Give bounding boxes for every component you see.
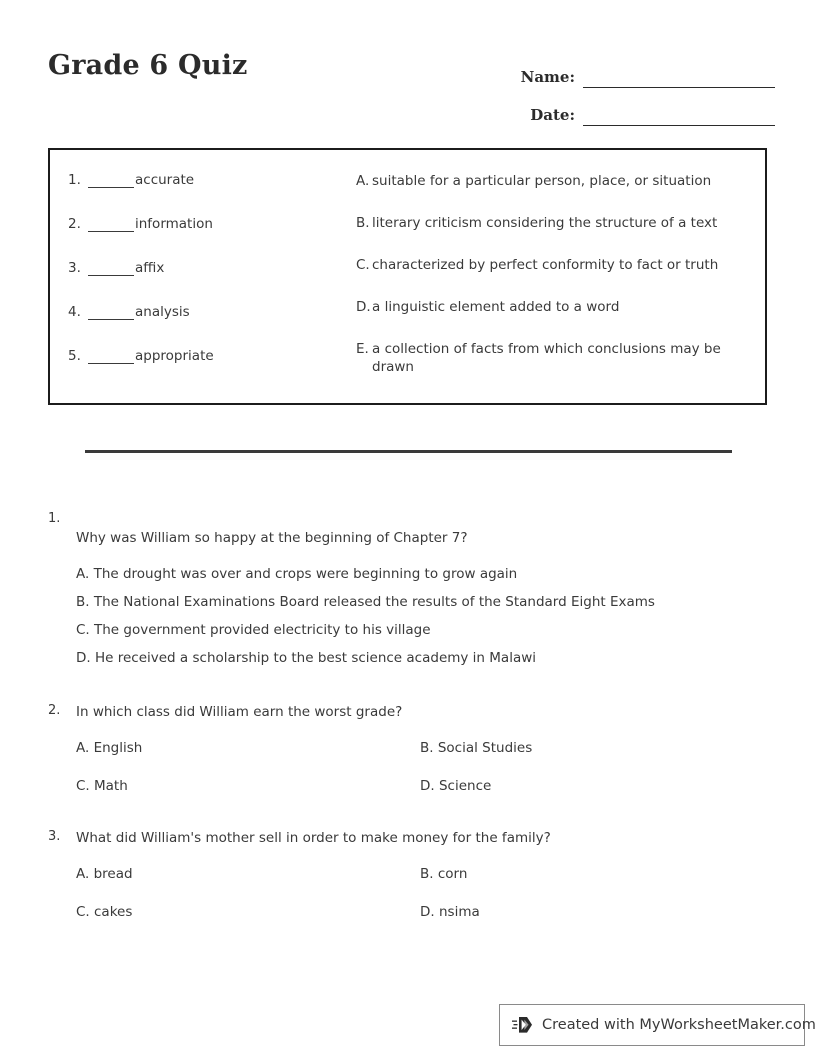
term-answer-blank[interactable] [88,304,134,320]
matching-term-row [68,260,358,304]
choice-option[interactable]: D. Science [420,778,492,794]
choice-option[interactable]: A. The drought was over and crops were beginning to grow again [76,566,518,582]
definition-letter: A. [356,173,370,189]
question-item [0,829,816,921]
definition-text: literary criticism considering the structure of a text [372,215,718,231]
matching-definition-row [356,172,748,190]
definition-text: a collection of facts from which conclusions may be drawn [372,341,721,375]
name-row [495,50,775,88]
term-answer-blank[interactable] [88,260,134,276]
name-label: Name: [520,68,575,86]
choice-option[interactable]: D. nsima [420,904,480,920]
term-word: affix [135,260,165,276]
term-number: 4. [68,304,81,320]
choice-option[interactable]: B. corn [420,866,468,882]
question-number: 3. [48,829,61,844]
definition-text: a linguistic element added to a word [372,299,620,315]
definition-letter: D. [356,299,371,315]
term-number: 2. [68,216,81,232]
matching-definition-row [356,298,748,316]
term-word: accurate [135,172,195,188]
questions-section [0,505,816,931]
question-item [0,703,816,795]
definition-text: suitable for a particular person, place, or situation [372,173,712,189]
term-number: 3. [68,260,81,276]
definition-letter: E. [356,341,369,357]
question-heading [0,829,816,847]
page-title: Grade 6 Quiz [48,50,248,81]
matching-definitions-column [356,172,748,400]
term-answer-blank[interactable] [88,216,134,232]
term-number: 1. [68,172,81,188]
question-item [0,505,816,667]
question-heading [0,703,816,721]
myworksheetmaker-logo-icon [512,1013,534,1037]
matching-term-row [68,348,358,392]
matching-terms-column [68,172,358,392]
choice-option[interactable]: A. English [76,740,143,756]
name-date-block [495,50,775,126]
worksheet-header [0,0,816,140]
term-answer-blank[interactable] [88,348,134,364]
choice-option[interactable]: D. He received a scholarship to the best science academy in Malawi [76,650,537,666]
definition-letter: C. [356,257,370,273]
choices-list [76,865,816,921]
matching-term-row [68,216,358,260]
choice-option[interactable]: B. Social Studies [420,740,533,756]
matching-term-row [68,304,358,348]
choice-option[interactable]: C. Math [76,778,128,794]
question-number: 2. [48,703,61,718]
date-label: Date: [530,106,575,124]
term-word: appropriate [135,348,214,364]
date-input-line[interactable] [583,106,775,126]
matching-definition-row [356,340,748,376]
section-divider [85,450,732,453]
question-text: In which class did William earn the worst grade? [76,704,403,720]
definition-text: characterized by perfect conformity to fact or truth [372,257,719,273]
term-word: information [135,216,213,232]
definition-letter: B. [356,215,370,231]
choice-option[interactable]: C. The government provided electricity to his village [76,622,431,638]
question-text: Why was William so happy at the beginning of Chapter 7? [76,530,468,546]
footer-credit-text: Created with MyWorksheetMaker.com [542,1017,816,1033]
date-row [495,88,775,126]
matching-definition-row [356,214,748,232]
footer-credit-badge[interactable] [499,1004,816,1046]
term-answer-blank[interactable] [88,172,134,188]
question-number: 1. [48,511,61,526]
choices-list [76,739,816,795]
name-input-line[interactable] [583,68,775,88]
term-number: 5. [68,348,81,364]
choice-option[interactable]: C. cakes [76,904,133,920]
matching-term-row [68,172,358,216]
term-word: analysis [135,304,190,320]
matching-definition-row [356,256,748,274]
choices-list [76,565,816,667]
matching-section-inner [50,150,765,403]
question-text: What did William's mother sell in order to make money for the family? [76,830,551,846]
choice-option[interactable]: A. bread [76,866,133,882]
matching-section-box [48,148,767,405]
choice-option[interactable]: B. The National Examinations Board released the results of the Standard Eight Exams [76,594,655,610]
